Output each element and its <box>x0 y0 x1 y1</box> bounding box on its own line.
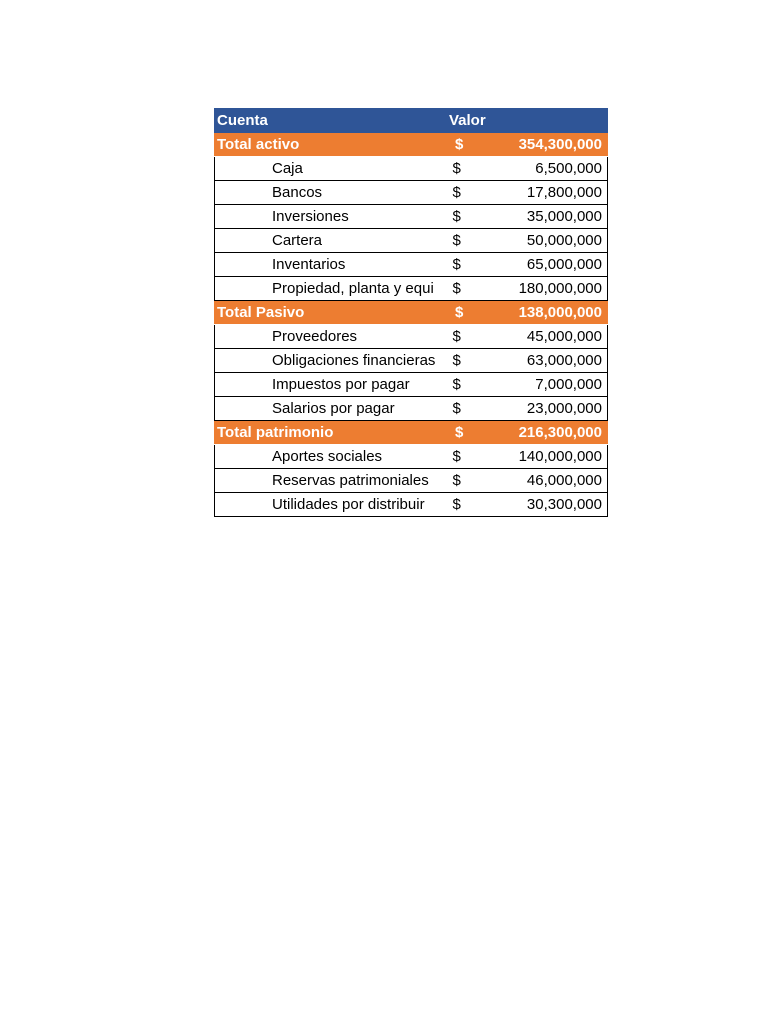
currency-symbol-cell[interactable]: $ <box>447 397 467 421</box>
account-label-cell[interactable]: Aportes sociales <box>215 445 447 469</box>
account-row <box>215 253 608 277</box>
total-label-cell[interactable]: Total activo <box>215 133 447 157</box>
total-row <box>215 421 608 445</box>
currency-symbol-cell[interactable]: $ <box>447 133 467 157</box>
total-label-cell[interactable]: Total Pasivo <box>215 301 447 325</box>
account-value-cell[interactable]: 50,000,000 <box>467 229 608 253</box>
currency-symbol-cell[interactable]: $ <box>447 349 467 373</box>
account-row <box>215 157 608 181</box>
total-row <box>215 133 608 157</box>
account-label-cell[interactable]: Inversiones <box>215 205 447 229</box>
currency-symbol-cell[interactable]: $ <box>447 301 467 325</box>
header-row <box>215 109 608 133</box>
total-label-cell[interactable]: Total patrimonio <box>215 421 447 445</box>
account-label-cell[interactable]: Obligaciones financieras <box>215 349 447 373</box>
account-label-cell[interactable]: Cartera <box>215 229 447 253</box>
account-label-cell[interactable]: Impuestos por pagar <box>215 373 447 397</box>
account-row <box>215 469 608 493</box>
currency-symbol-cell[interactable]: $ <box>447 493 467 517</box>
currency-symbol-cell[interactable]: $ <box>447 205 467 229</box>
balance-table-body <box>215 109 608 517</box>
currency-symbol-cell[interactable]: $ <box>447 325 467 349</box>
currency-symbol-cell[interactable]: $ <box>447 469 467 493</box>
currency-symbol-cell[interactable]: $ <box>447 445 467 469</box>
account-value-cell[interactable]: 35,000,000 <box>467 205 608 229</box>
currency-symbol-cell[interactable]: $ <box>447 181 467 205</box>
account-row <box>215 181 608 205</box>
account-row <box>215 229 608 253</box>
account-value-cell[interactable]: 7,000,000 <box>467 373 608 397</box>
currency-symbol-cell[interactable]: $ <box>447 253 467 277</box>
account-label-cell[interactable]: Reservas patrimoniales <box>215 469 447 493</box>
account-value-cell[interactable]: 6,500,000 <box>467 157 608 181</box>
total-value-cell[interactable]: 216,300,000 <box>467 421 608 445</box>
account-row <box>215 325 608 349</box>
account-row <box>215 205 608 229</box>
account-row <box>215 397 608 421</box>
currency-symbol-cell[interactable]: $ <box>447 373 467 397</box>
balance-table <box>214 108 608 517</box>
header-valor-cell[interactable]: Valor <box>447 109 608 133</box>
total-row <box>215 301 608 325</box>
account-value-cell[interactable]: 180,000,000 <box>467 277 608 301</box>
total-value-cell[interactable]: 354,300,000 <box>467 133 608 157</box>
currency-symbol-cell[interactable]: $ <box>447 277 467 301</box>
account-row <box>215 373 608 397</box>
account-value-cell[interactable]: 140,000,000 <box>467 445 608 469</box>
account-value-cell[interactable]: 46,000,000 <box>467 469 608 493</box>
account-label-cell[interactable]: Propiedad, planta y equi <box>215 277 447 301</box>
currency-symbol-cell[interactable]: $ <box>447 157 467 181</box>
account-label-cell[interactable]: Salarios por pagar <box>215 397 447 421</box>
account-label-cell[interactable]: Bancos <box>215 181 447 205</box>
account-value-cell[interactable]: 65,000,000 <box>467 253 608 277</box>
total-value-cell[interactable]: 138,000,000 <box>467 301 608 325</box>
currency-symbol-cell[interactable]: $ <box>447 229 467 253</box>
account-row <box>215 277 608 301</box>
account-value-cell[interactable]: 63,000,000 <box>467 349 608 373</box>
account-row <box>215 493 608 517</box>
account-row <box>215 445 608 469</box>
account-label-cell[interactable]: Inventarios <box>215 253 447 277</box>
account-label-cell[interactable]: Caja <box>215 157 447 181</box>
account-row <box>215 349 608 373</box>
currency-symbol-cell[interactable]: $ <box>447 421 467 445</box>
header-cuenta-cell[interactable]: Cuenta <box>215 109 447 133</box>
account-value-cell[interactable]: 45,000,000 <box>467 325 608 349</box>
account-label-cell[interactable]: Proveedores <box>215 325 447 349</box>
account-value-cell[interactable]: 17,800,000 <box>467 181 608 205</box>
account-value-cell[interactable]: 23,000,000 <box>467 397 608 421</box>
account-label-cell[interactable]: Utilidades por distribuir <box>215 493 447 517</box>
account-value-cell[interactable]: 30,300,000 <box>467 493 608 517</box>
